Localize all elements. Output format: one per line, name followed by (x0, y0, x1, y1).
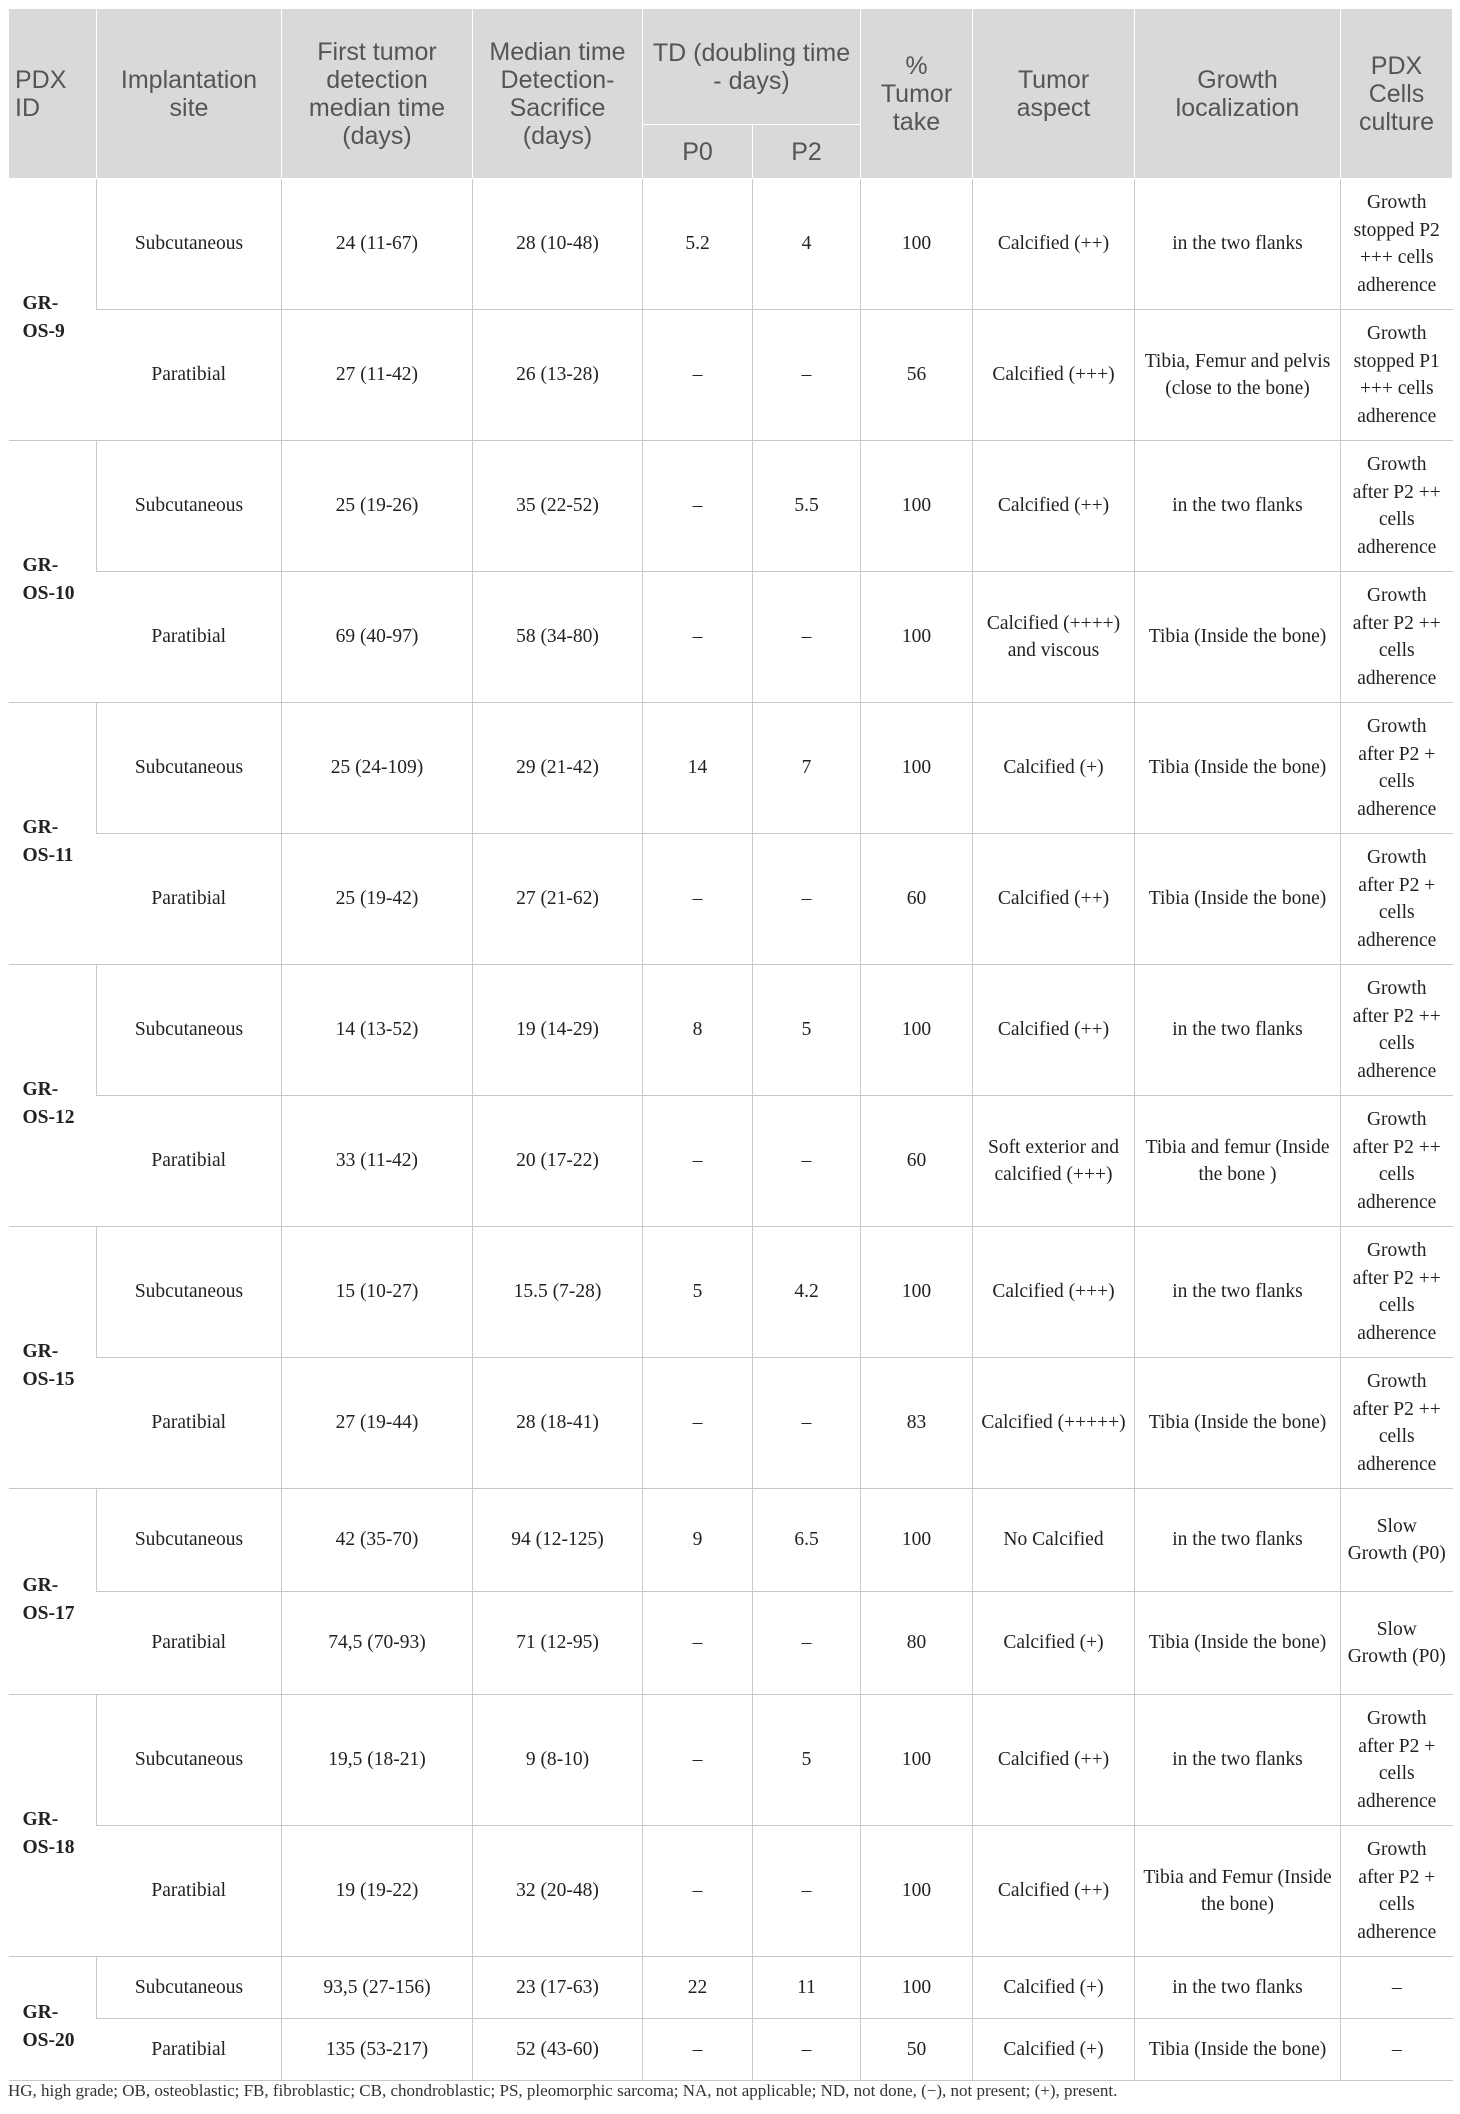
implantation-site-cell: Subcutaneous (97, 703, 282, 834)
td-p2-cell: 6.5 (753, 1489, 861, 1592)
cells-culture-cell: – (1341, 1957, 1453, 2019)
pdx-id-cell: GR-OS-18 (9, 1695, 97, 1957)
implantation-site-cell: Paratibial (97, 834, 282, 965)
tumor-aspect-cell: Calcified (+) (973, 703, 1135, 834)
td-p0-cell: – (643, 310, 753, 441)
table-row (9, 1096, 1453, 1227)
tumor-aspect-cell: Calcified (++) (973, 965, 1135, 1096)
td-p2-cell: – (753, 1592, 861, 1695)
growth-localization-cell: in the two flanks (1135, 1227, 1341, 1358)
first-detection-cell: 69 (40-97) (282, 572, 473, 703)
cells-culture-cell: Growth stopped P1 +++ cells adherence (1341, 310, 1453, 441)
growth-localization-cell: in the two flanks (1135, 179, 1341, 310)
implantation-site-cell: Paratibial (97, 1826, 282, 1957)
tumor-aspect-cell: Calcified (+++) (973, 310, 1135, 441)
td-p2-cell: 5 (753, 1695, 861, 1826)
cells-culture-cell: Growth after P2 ++ cells adherence (1341, 441, 1453, 572)
tumor-take-cell: 100 (861, 1489, 973, 1592)
first-detection-cell: 25 (24-109) (282, 703, 473, 834)
table-row (9, 1592, 1453, 1695)
growth-localization-cell: Tibia and Femur (Inside the bone) (1135, 1826, 1341, 1957)
pdx-id-cell: GR-OS-17 (9, 1489, 97, 1695)
cells-culture-cell: Slow Growth (P0) (1341, 1592, 1453, 1695)
table-header (9, 9, 1453, 179)
median-time-cell: 52 (43-60) (473, 2019, 643, 2081)
first-detection-cell: 14 (13-52) (282, 965, 473, 1096)
td-p0-cell: – (643, 1592, 753, 1695)
tumor-take-cell: 60 (861, 834, 973, 965)
cells-culture-cell: Growth after P2 ++ cells adherence (1341, 1358, 1453, 1489)
cells-culture-cell: Growth after P2 + cells adherence (1341, 1695, 1453, 1826)
header-pdx-cells-culture: PDX Cells culture (1341, 9, 1453, 179)
implantation-site-cell: Paratibial (97, 2019, 282, 2081)
growth-localization-cell: Tibia (Inside the bone) (1135, 703, 1341, 834)
tumor-aspect-cell: Calcified (++++) and viscous (973, 572, 1135, 703)
td-p2-cell: 4.2 (753, 1227, 861, 1358)
implantation-site-cell: Paratibial (97, 1358, 282, 1489)
tumor-take-cell: 80 (861, 1592, 973, 1695)
tumor-take-cell: 100 (861, 1826, 973, 1957)
tumor-aspect-cell: Calcified (++) (973, 834, 1135, 965)
cells-culture-cell: Growth after P2 ++ cells adherence (1341, 965, 1453, 1096)
pdx-id-cell: GR-OS-10 (9, 441, 97, 703)
td-p2-cell: – (753, 1826, 861, 1957)
tumor-take-cell: 100 (861, 1227, 973, 1358)
table-row (9, 441, 1453, 572)
first-detection-cell: 42 (35-70) (282, 1489, 473, 1592)
median-time-cell: 19 (14-29) (473, 965, 643, 1096)
implantation-site-cell: Subcutaneous (97, 179, 282, 310)
table-row (9, 1695, 1453, 1826)
cells-culture-cell: Slow Growth (P0) (1341, 1489, 1453, 1592)
td-p2-cell: 4 (753, 179, 861, 310)
growth-localization-cell: in the two flanks (1135, 965, 1341, 1096)
tumor-aspect-cell: Calcified (+++++) (973, 1358, 1135, 1489)
td-p2-cell: – (753, 834, 861, 965)
pdx-table (8, 8, 1453, 2081)
cells-culture-cell: Growth after P2 ++ cells adherence (1341, 1227, 1453, 1358)
td-p0-cell: – (643, 1358, 753, 1489)
implantation-site-cell: Subcutaneous (97, 965, 282, 1096)
table-footnote: HG, high grade; OB, osteoblastic; FB, fibroblastic; CB, chondroblastic; PS, pleomorphic sarcoma; NA, not applicable; ND, not done, (−), not present; (+), present. (8, 2081, 1118, 2100)
cells-culture-cell: Growth stopped P2 +++ cells adherence (1341, 179, 1453, 310)
table-row (9, 1957, 1453, 2019)
growth-localization-cell: Tibia (Inside the bone) (1135, 1592, 1341, 1695)
td-p0-cell: 14 (643, 703, 753, 834)
tumor-aspect-cell: Calcified (++) (973, 1695, 1135, 1826)
first-detection-cell: 19,5 (18-21) (282, 1695, 473, 1826)
td-p2-cell: 5 (753, 965, 861, 1096)
tumor-aspect-cell: Soft exterior and calcified (+++) (973, 1096, 1135, 1227)
header-pdx-id: PDX ID (9, 9, 97, 179)
tumor-take-cell: 100 (861, 1957, 973, 2019)
implantation-site-cell: Paratibial (97, 310, 282, 441)
growth-localization-cell: Tibia (Inside the bone) (1135, 834, 1341, 965)
growth-localization-cell: in the two flanks (1135, 1489, 1341, 1592)
growth-localization-cell: Tibia (Inside the bone) (1135, 1358, 1341, 1489)
td-p2-cell: – (753, 1358, 861, 1489)
pdx-id-cell: GR-OS-9 (9, 179, 97, 441)
implantation-site-cell: Subcutaneous (97, 1489, 282, 1592)
first-detection-cell: 27 (11-42) (282, 310, 473, 441)
td-p2-cell: 11 (753, 1957, 861, 2019)
implantation-site-cell: Paratibial (97, 572, 282, 703)
td-p2-cell: 7 (753, 703, 861, 834)
table-row (9, 2019, 1453, 2081)
median-time-cell: 20 (17-22) (473, 1096, 643, 1227)
td-p0-cell: – (643, 572, 753, 703)
growth-localization-cell: in the two flanks (1135, 1695, 1341, 1826)
first-detection-cell: 25 (19-26) (282, 441, 473, 572)
table-row (9, 572, 1453, 703)
tumor-take-cell: 100 (861, 441, 973, 572)
median-time-cell: 94 (12-125) (473, 1489, 643, 1592)
median-time-cell: 15.5 (7-28) (473, 1227, 643, 1358)
td-p0-cell: 5 (643, 1227, 753, 1358)
td-p0-cell: – (643, 834, 753, 965)
header-doubling-time: TD (doubling time - days) (643, 9, 861, 125)
tumor-take-cell: 56 (861, 310, 973, 441)
header-tumor-take: % Tumor take (861, 9, 973, 179)
first-detection-cell: 27 (19-44) (282, 1358, 473, 1489)
td-p0-cell: – (643, 1096, 753, 1227)
td-p0-cell: 9 (643, 1489, 753, 1592)
td-p2-cell: – (753, 2019, 861, 2081)
median-time-cell: 71 (12-95) (473, 1592, 643, 1695)
header-p2: P2 (753, 125, 861, 179)
tumor-aspect-cell: No Calcified (973, 1489, 1135, 1592)
table-row (9, 703, 1453, 834)
median-time-cell: 35 (22-52) (473, 441, 643, 572)
header-growth-localization: Growth localization (1135, 9, 1341, 179)
tumor-take-cell: 100 (861, 1695, 973, 1826)
implantation-site-cell: Subcutaneous (97, 441, 282, 572)
td-p2-cell: – (753, 310, 861, 441)
median-time-cell: 26 (13-28) (473, 310, 643, 441)
first-detection-cell: 135 (53-217) (282, 2019, 473, 2081)
table-row (9, 310, 1453, 441)
tumor-take-cell: 83 (861, 1358, 973, 1489)
pdx-id-cell: GR-OS-12 (9, 965, 97, 1227)
first-detection-cell: 74,5 (70-93) (282, 1592, 473, 1695)
cells-culture-cell: Growth after P2 + cells adherence (1341, 1826, 1453, 1957)
median-time-cell: 58 (34-80) (473, 572, 643, 703)
tumor-take-cell: 100 (861, 179, 973, 310)
table-row (9, 1358, 1453, 1489)
implantation-site-cell: Subcutaneous (97, 1227, 282, 1358)
median-time-cell: 28 (10-48) (473, 179, 643, 310)
first-detection-cell: 33 (11-42) (282, 1096, 473, 1227)
median-time-cell: 29 (21-42) (473, 703, 643, 834)
pdx-id-cell: GR-OS-20 (9, 1957, 97, 2081)
header-median-time: Median time Detection-Sacrifice (days) (473, 9, 643, 179)
td-p2-cell: 5.5 (753, 441, 861, 572)
td-p0-cell: – (643, 1695, 753, 1826)
tumor-aspect-cell: Calcified (+) (973, 1957, 1135, 2019)
header-first-tumor-detection: First tumor detection median time (days) (282, 9, 473, 179)
pdx-id-cell: GR-OS-15 (9, 1227, 97, 1489)
median-time-cell: 9 (8-10) (473, 1695, 643, 1826)
tumor-aspect-cell: Calcified (+) (973, 2019, 1135, 2081)
td-p2-cell: – (753, 1096, 861, 1227)
implantation-site-cell: Paratibial (97, 1592, 282, 1695)
cells-culture-cell: – (1341, 2019, 1453, 2081)
implantation-site-cell: Subcutaneous (97, 1695, 282, 1826)
growth-localization-cell: in the two flanks (1135, 1957, 1341, 2019)
growth-localization-cell: Tibia (Inside the bone) (1135, 572, 1341, 703)
implantation-site-cell: Paratibial (97, 1096, 282, 1227)
cells-culture-cell: Growth after P2 ++ cells adherence (1341, 1096, 1453, 1227)
table-row (9, 965, 1453, 1096)
growth-localization-cell: Tibia, Femur and pelvis (close to the bone) (1135, 310, 1341, 441)
cells-culture-cell: Growth after P2 + cells adherence (1341, 703, 1453, 834)
header-tumor-aspect: Tumor aspect (973, 9, 1135, 179)
table-row (9, 1489, 1453, 1592)
tumor-take-cell: 100 (861, 572, 973, 703)
tumor-take-cell: 60 (861, 1096, 973, 1227)
td-p0-cell: – (643, 441, 753, 572)
median-time-cell: 23 (17-63) (473, 1957, 643, 2019)
td-p0-cell: – (643, 1826, 753, 1957)
cells-culture-cell: Growth after P2 ++ cells adherence (1341, 572, 1453, 703)
table-row (9, 1826, 1453, 1957)
tumor-aspect-cell: Calcified (++) (973, 441, 1135, 572)
median-time-cell: 32 (20-48) (473, 1826, 643, 1957)
td-p2-cell: – (753, 572, 861, 703)
td-p0-cell: 5.2 (643, 179, 753, 310)
first-detection-cell: 24 (11-67) (282, 179, 473, 310)
tumor-aspect-cell: Calcified (+++) (973, 1227, 1135, 1358)
table-row (9, 834, 1453, 965)
median-time-cell: 27 (21-62) (473, 834, 643, 965)
td-p0-cell: 8 (643, 965, 753, 1096)
tumor-take-cell: 100 (861, 965, 973, 1096)
tumor-aspect-cell: Calcified (+) (973, 1592, 1135, 1695)
implantation-site-cell: Subcutaneous (97, 1957, 282, 2019)
first-detection-cell: 93,5 (27-156) (282, 1957, 473, 2019)
td-p0-cell: – (643, 2019, 753, 2081)
table-row (9, 1227, 1453, 1358)
tumor-take-cell: 50 (861, 2019, 973, 2081)
median-time-cell: 28 (18-41) (473, 1358, 643, 1489)
table-row (9, 179, 1453, 310)
growth-localization-cell: Tibia and femur (Inside the bone ) (1135, 1096, 1341, 1227)
pdx-id-cell: GR-OS-11 (9, 703, 97, 965)
growth-localization-cell: in the two flanks (1135, 441, 1341, 572)
tumor-take-cell: 100 (861, 703, 973, 834)
table-body (9, 179, 1453, 2081)
tumor-aspect-cell: Calcified (++) (973, 1826, 1135, 1957)
tumor-aspect-cell: Calcified (++) (973, 179, 1135, 310)
first-detection-cell: 15 (10-27) (282, 1227, 473, 1358)
growth-localization-cell: Tibia (Inside the bone) (1135, 2019, 1341, 2081)
cells-culture-cell: Growth after P2 + cells adherence (1341, 834, 1453, 965)
header-p0: P0 (643, 125, 753, 179)
first-detection-cell: 19 (19-22) (282, 1826, 473, 1957)
td-p0-cell: 22 (643, 1957, 753, 2019)
header-implantation-site: Implantation site (97, 9, 282, 179)
first-detection-cell: 25 (19-42) (282, 834, 473, 965)
